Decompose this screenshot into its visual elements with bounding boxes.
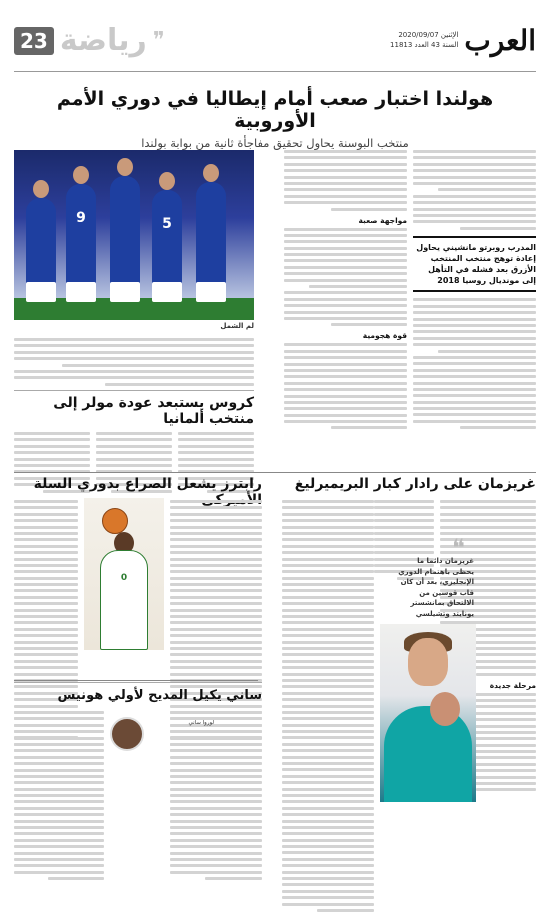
- sane-caption: لوروا ساني: [188, 720, 214, 726]
- player-figure: 9: [66, 184, 96, 302]
- player-figure: [26, 198, 56, 302]
- lead-body-right: [284, 150, 536, 433]
- section-divider: [14, 472, 536, 473]
- griezmann-photo: [380, 624, 476, 802]
- lead-photo-caption: لم الشمل: [220, 322, 254, 330]
- page-number: 23: [14, 27, 54, 55]
- nba-story: [14, 476, 262, 583]
- subheading: مرحلة جديدة: [489, 680, 536, 690]
- text-column: [170, 711, 262, 884]
- story-title: ساني يكيل المديح لأولي هونيس: [57, 688, 262, 703]
- issue-number: السنة 43 العدد 11813: [390, 40, 459, 49]
- lead-body-left: [14, 338, 254, 389]
- masthead: [14, 10, 536, 72]
- subheading: مواجهة صعبة: [358, 215, 407, 225]
- section-header: [14, 23, 165, 58]
- text-column: [14, 711, 104, 884]
- text-column: [413, 150, 536, 433]
- griezmann-caption: غريزمان دائما ما يحظى باهتمام الدوري الإنجليزي، بعد أن كان قاب قوسين من الالتحاق بمانشستر يونايتد وتشيلسي: [398, 557, 474, 618]
- story-title: رابترز يشعل الصراع بدوري السلة: [33, 476, 262, 492]
- issue-info: [390, 31, 458, 50]
- pullquote: المدرب روبرتو مانشيني يحاول إعادة توهج منتخب المنتخب الأزرق بعد فشله في التأهل إلى مونديال روسيا 2018: [413, 236, 536, 293]
- player-figure: [196, 182, 226, 302]
- story-title: غريزمان على رادار كبار البريميرليغ: [294, 476, 536, 492]
- text-column: [14, 338, 254, 386]
- lead-story: [14, 150, 536, 468]
- bottom-section: [14, 476, 536, 811]
- newspaper-logo: العرب: [464, 24, 536, 57]
- subheading: قوة هجومية: [362, 331, 407, 341]
- section-divider: [14, 680, 258, 681]
- section-title: رياضة: [59, 23, 147, 58]
- player-figure: 5: [152, 190, 182, 302]
- sane-photo: [110, 717, 144, 751]
- sane-story: [14, 682, 262, 726]
- player-figure: [110, 176, 140, 302]
- lead-subhead: منتخب البوسنة يحاول تحقيق مفاجأة ثانية من بوابة بولندا: [141, 136, 409, 150]
- quote-icon: ❝: [452, 534, 465, 562]
- lead-headline: هولندا اختبار صعب أمام إيطاليا في دوري الأمم الأوروبية: [56, 88, 494, 132]
- issue-date: الإثنين 2020/09/07: [398, 31, 459, 40]
- basketball-icon: [102, 508, 128, 534]
- text-column: [284, 150, 407, 433]
- basketball-photo: 0: [84, 498, 164, 650]
- brand: [390, 24, 536, 57]
- lead-photo: [14, 150, 254, 320]
- quote-icon: ❞: [152, 28, 165, 53]
- story-title: كروس يستبعد عودة مولر إلى منتخب ألمانيا: [53, 395, 254, 427]
- text-column: [282, 500, 374, 915]
- griezmann-story: [282, 476, 536, 690]
